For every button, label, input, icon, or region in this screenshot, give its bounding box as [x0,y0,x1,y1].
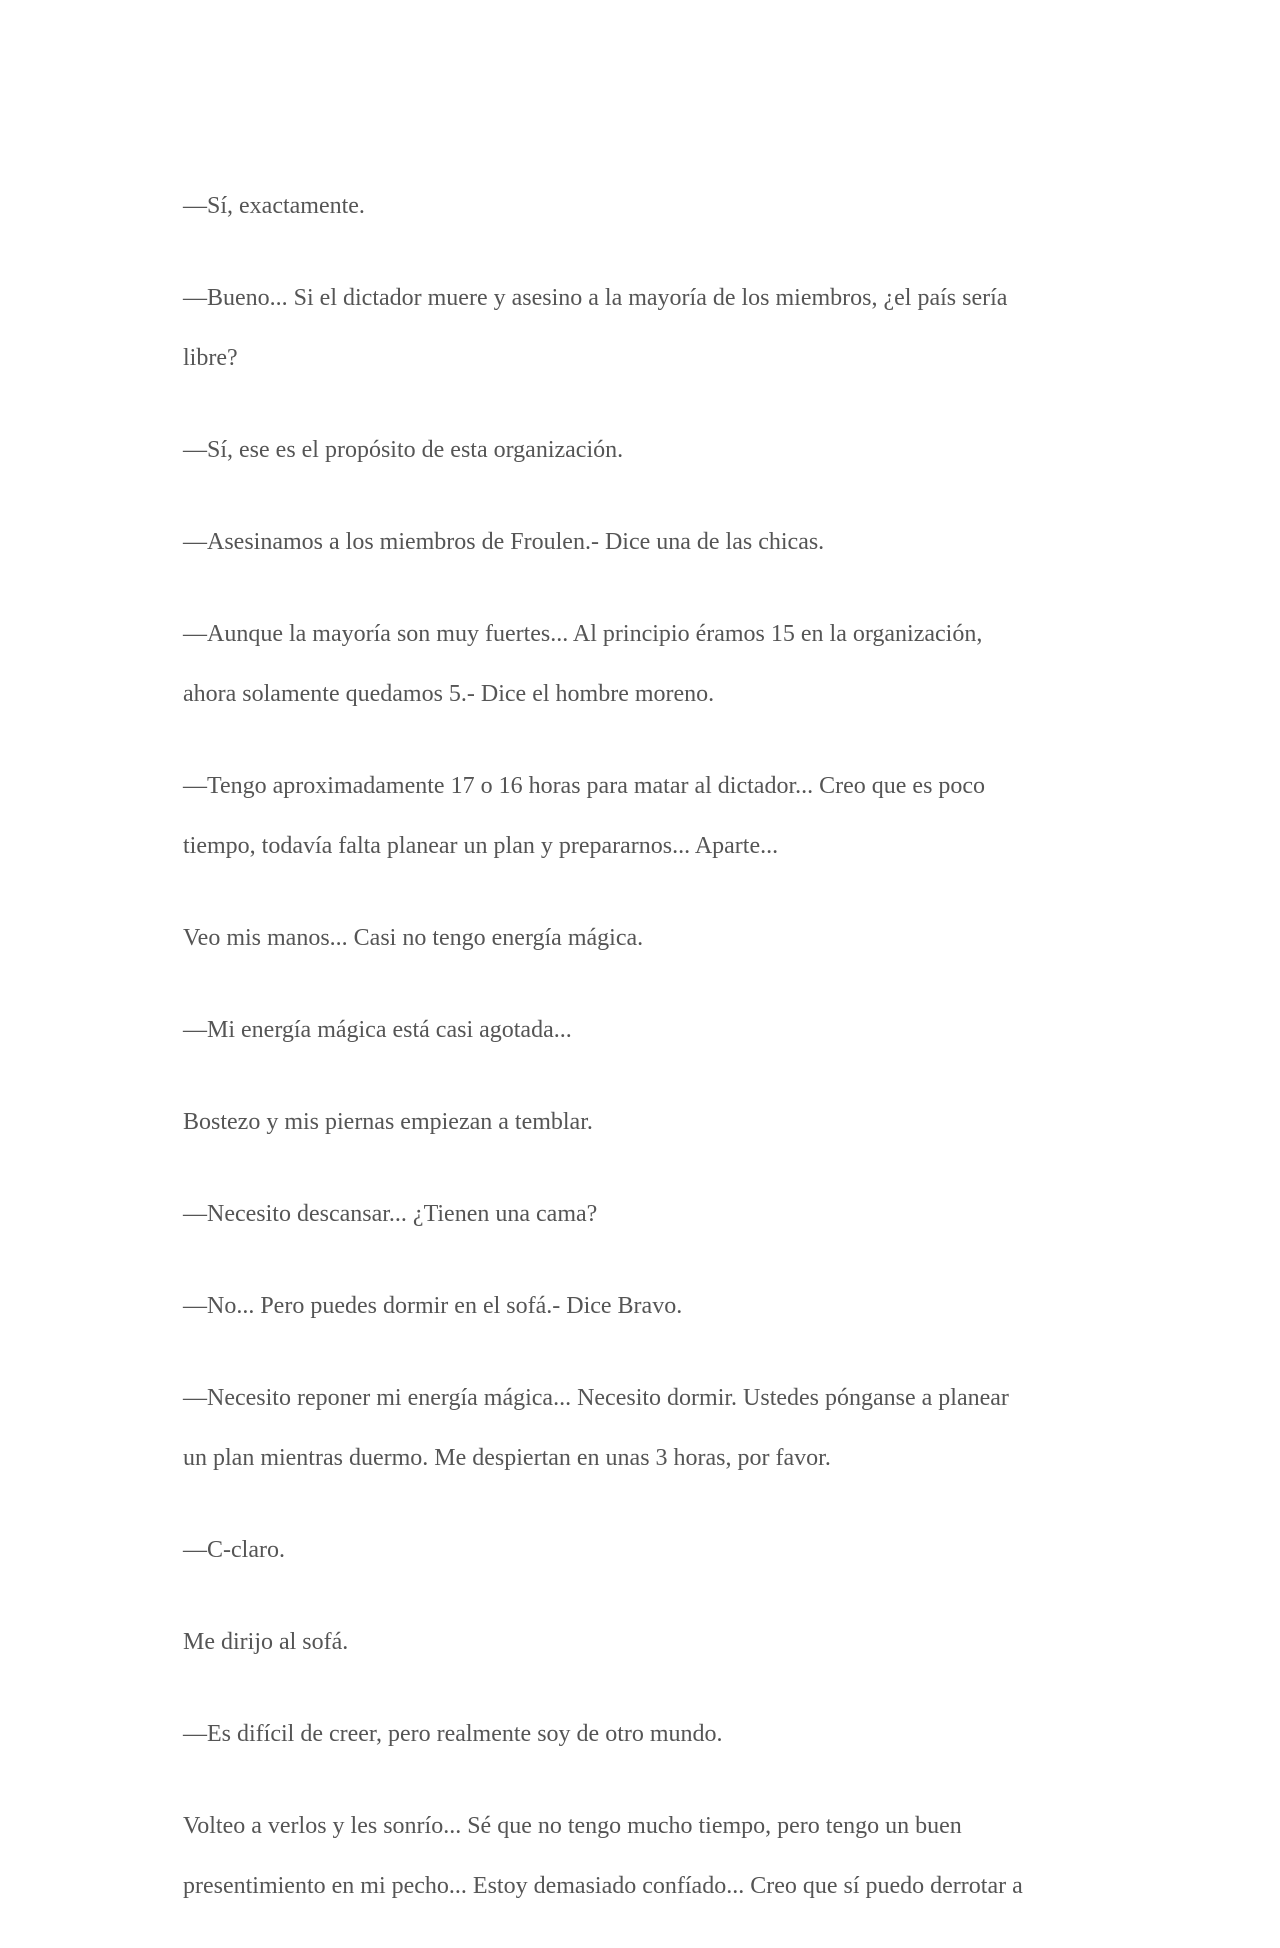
text-line: libre? [183,345,238,371]
document-body [183,176,1103,1948]
text-line: —Aunque la mayoría son muy fuertes... Al principio éramos 15 en la organización, [183,621,983,647]
text-line: —Es difícil de creer, pero realmente soy de otro mundo. [183,1721,723,1747]
paragraph [183,176,1103,236]
paragraph [183,604,1103,724]
text-line: ahora solamente quedamos 5.- Dice el hombre moreno. [183,681,715,707]
text-line: Veo mis manos... Casi no tengo energía mágica. [183,925,644,951]
paragraph [183,908,1103,968]
paragraph [183,1276,1103,1336]
text-line: —No... Pero puedes dormir en el sofá.- Dice Bravo. [183,1293,683,1319]
text-line: —Bueno... Si el dictador muere y asesino a la mayoría de los miembros, ¿el país sería [183,285,1008,311]
text-line: —Necesito descansar... ¿Tienen una cama? [183,1201,598,1227]
paragraph [183,1092,1103,1152]
text-line: —C-claro. [183,1537,285,1563]
paragraph [183,1704,1103,1764]
text-line: tiempo, todavía falta planear un plan y prepararnos... Aparte... [183,833,779,859]
text-line: presentimiento en mi pecho... Estoy demasiado confíado... Creo que sí puedo derrotar a [183,1873,1023,1899]
paragraph [183,1612,1103,1672]
paragraph [183,268,1103,388]
text-line: —Asesinamos a los miembros de Froulen.- Dice una de las chicas. [183,529,825,555]
text-line: Me dirijo al sofá. [183,1629,349,1655]
paragraph [183,1368,1103,1488]
paragraph [183,512,1103,572]
paragraph [183,1520,1103,1580]
paragraph [183,756,1103,876]
text-line: —Sí, exactamente. [183,193,365,219]
text-line: un plan mientras duermo. Me despiertan en unas 3 horas, por favor. [183,1445,831,1471]
text-line: Bostezo y mis piernas empiezan a temblar. [183,1109,593,1135]
paragraph [183,1184,1103,1244]
text-line: —Necesito reponer mi energía mágica... Necesito dormir. Ustedes pónganse a planear [183,1385,1009,1411]
paragraph [183,1000,1103,1060]
text-line: —Tengo aproximadamente 17 o 16 horas para matar al dictador... Creo que es poco [183,773,986,799]
text-line: Volteo a verlos y les sonrío... Sé que no tengo mucho tiempo, pero tengo un buen [183,1813,962,1839]
paragraph [183,420,1103,480]
text-line: —Sí, ese es el propósito de esta organización. [183,437,624,463]
text-line: —Mi energía mágica está casi agotada... [183,1017,572,1043]
paragraph [183,1796,1103,1916]
